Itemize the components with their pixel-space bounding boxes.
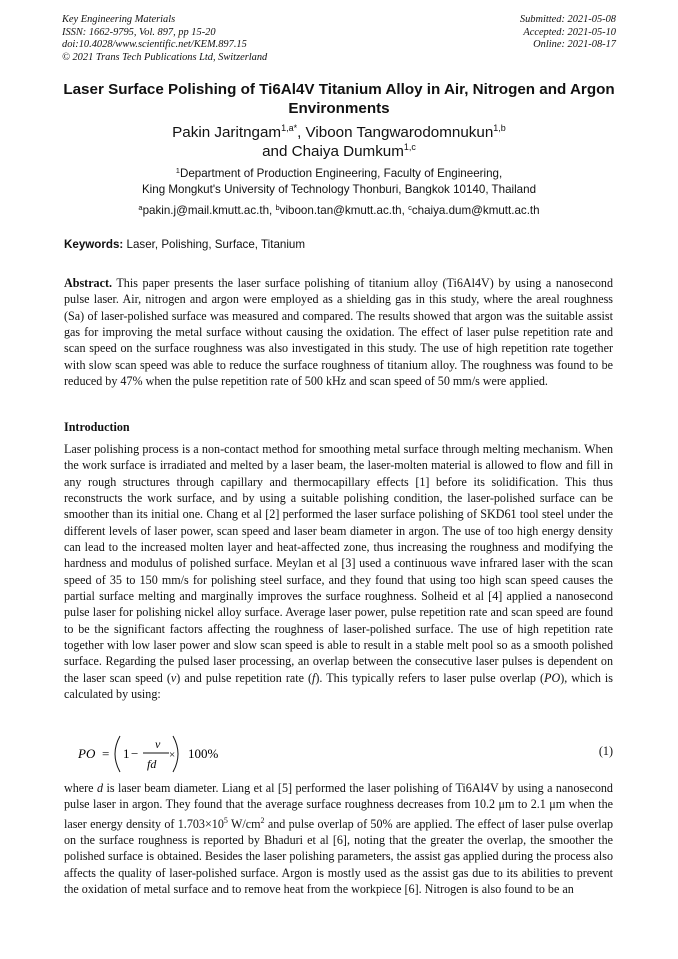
issn-line: ISSN: 1662-9795, Vol. 897, pp 15-20 [62, 26, 216, 38]
eq-minus: − [131, 746, 139, 761]
equation-formula [78, 732, 278, 776]
author-name: Chaiya Dumkum [291, 143, 404, 160]
eq-lhs: PO [78, 746, 96, 761]
symbol-po: PO [544, 670, 561, 685]
abstract-text: This paper presents the laser surface polishing of titanium alloy (Ti6Al4V) by using a nanosecond pulse laser. Air, nitrogen and argon were employed as a shielding gas in this study, where the areal roughness (Sa) of laser-polished surface was measured and compared. The results showed that argon was the suitable assist gas for improving the metal surface without causing the oxidation. The effect of laser pulse repetition rate and scan speed on the surface roughness was also investigated in this study. The use of high repetition rate together with slow scan speed was able to reduce the surface roughness of titanium alloy. The roughness was found to be reduced by 47% when the pulse repetition rate of 500 kHz and scan speed of 50 mm/s were applied. [64, 276, 613, 389]
author-superscript: 1,c [403, 142, 416, 152]
eq-equals: = [102, 746, 110, 761]
symbol-f: f [312, 670, 316, 685]
email-superscript: c [408, 203, 412, 212]
affiliation-line: Department of Production Engineering, Faculty of Engineering, [179, 167, 503, 180]
intro-text: Laser polishing process is a non-contact method for smoothing metal surface through melting mechanism. When the work surface is irradiated and melted by a laser beam, the laser-molten material is allowed to flow and fill in any rough structures through capillary and thermocapillary effects [1] before its solidification. This thus reconstructs the work surface, and by using a suitable polishing condition, the laser-polished surface can be smoother than its initial one. Chang et al [2] performed the laser surface polishing of SKD61 tool steel under the different levels of laser power, scan speed and laser beam diameter in argon. The use of too high energy density can lead to the increased molten layer and heat-affected zone, thus increasing the roughness and modifying the hardness and modulus of polished surface. Meylan et al [3] used a continuous wave infrared laser with the scan speed of 35 to 150 mm/s for polishing steel surface, and they found that using too high scan speed causes the partial surface melting and marginally improves the surface roughness. Solheid et al [4] applied a nanosecond pulse laser for polishing nickel alloy surface. Average laser power, pulse repetition rate and scan speed are found to be the significant factors affecting the roughness of laser-polished surface. The use of high repetition rate together with low laser power and slow scan speed is able to result in a stable melt pool so as a smooth polished surface. Regarding the pulsed laser processing, an overlap between the consecutive laser pulses is dependent on the laser scan speed ( [64, 442, 613, 685]
intro-text: W/cm [227, 816, 261, 831]
journal-name: Key Engineering Materials [62, 14, 176, 25]
author-name: Pakin Jaritngam [172, 124, 282, 141]
publication-info [62, 14, 267, 64]
author-superscript: 1,a* [281, 123, 298, 133]
eq-numerator: v [155, 737, 161, 751]
email-superscript: b [275, 203, 280, 212]
equation-number: (1) [598, 744, 613, 758]
symbol-d: d [96, 781, 104, 795]
email-link[interactable]: chaiya.dum@kmutt.ac.th [411, 204, 540, 217]
email-link[interactable]: pakin.j@mail.kmutt.ac.th [142, 204, 270, 217]
eq-one: 1 [123, 746, 130, 761]
intro-text: is laser beam diameter. Liang et al [5] performed the laser polishing of Ti6Al4V by using a nanosecond pulse laser in argon. They found that the average surface roughness decreases from 10.2 μm to 2.1 μm when the laser energy density of 1.703×10 [64, 781, 613, 831]
online-date: Online: 2021-08-17 [533, 39, 616, 51]
keywords-label: Keywords: [64, 238, 124, 251]
publication-dates [520, 14, 616, 52]
intro-text: ), which is calculated by using: [64, 670, 613, 702]
email-superscript: a [138, 203, 143, 212]
copyright-line: © 2021 Trans Tech Publications Ltd, Switzerland [62, 51, 268, 63]
intro-text: and pulse overlap of 50% are applied. The effect of laser pulse overlap on the surface roughness is reported by Bhaduri et al [6], noting that the greater the overlap, the smoother the polished surface is obtained. Besides the laser polishing parameters, the assist gas applied during the process also affects the quality of laser-polished surface. Argon is mostly used as the assist gas due to its abilities to prevent the oxidation of metal surface and to remove heat from the workpiece [6]. Nitrogen is also found to be an [64, 816, 613, 897]
submitted-date: Submitted: 2021-05-08 [519, 14, 616, 25]
introduction-paragraph-2 [64, 780, 613, 897]
symbol-v: v [170, 670, 177, 685]
paper-title: Laser Surface Polishing of Ti6Al4V Titanium Alloy in Air, Nitrogen and Argon Environments [63, 81, 615, 117]
affiliation-superscript: 1 [175, 166, 180, 175]
introduction-paragraph [64, 441, 613, 703]
author-superscript: 1,b [493, 123, 506, 133]
intro-text: ) and pulse repetition rate ( [176, 670, 313, 685]
eq-percent: 100% [188, 746, 219, 761]
author-list: Pakin Jaritngam$^{1,a*}$, Viboon Tangwarodomnukun$^{1,b}$ and Chaiya Dumkum$^{1,c}$ [172, 123, 506, 160]
intro-text: where [64, 781, 97, 795]
affiliation [62, 166, 616, 198]
abstract-label: Abstract. [64, 276, 113, 290]
eq-denominator: fd [147, 757, 157, 771]
email-link[interactable]: viboon.tan@kmutt.ac.th [279, 204, 402, 217]
eq-times: × [169, 749, 176, 761]
equation-1 [64, 732, 613, 776]
doi-line: doi:10.4028/www.scientific.net/KEM.897.15 [62, 39, 247, 51]
keywords [64, 237, 305, 253]
keywords-text: Laser, Polishing, Surface, Titanium [126, 238, 306, 251]
accepted-date: Accepted: 2021-05-10 [523, 26, 616, 38]
author-name: Viboon Tangwarodomnukun [305, 124, 494, 141]
affiliation-line: King Mongkut's University of Technology Thonburi, Bangkok 10140, Thailand [141, 183, 537, 196]
eq-open-paren [115, 736, 120, 772]
exponent: 2 [260, 815, 265, 825]
exponent: 5 [223, 815, 228, 825]
author-emails: $^a$pakin.j@mail.kmutt.ac.th, $^b$viboon.tan@kmutt.ac.th, $^c$chaiya.dum@kmutt.ac.th [138, 203, 540, 217]
intro-text: ). This typically refers to laser pulse overlap ( [315, 670, 545, 685]
section-heading-introduction: Introduction [64, 420, 130, 434]
abstract [64, 275, 613, 389]
